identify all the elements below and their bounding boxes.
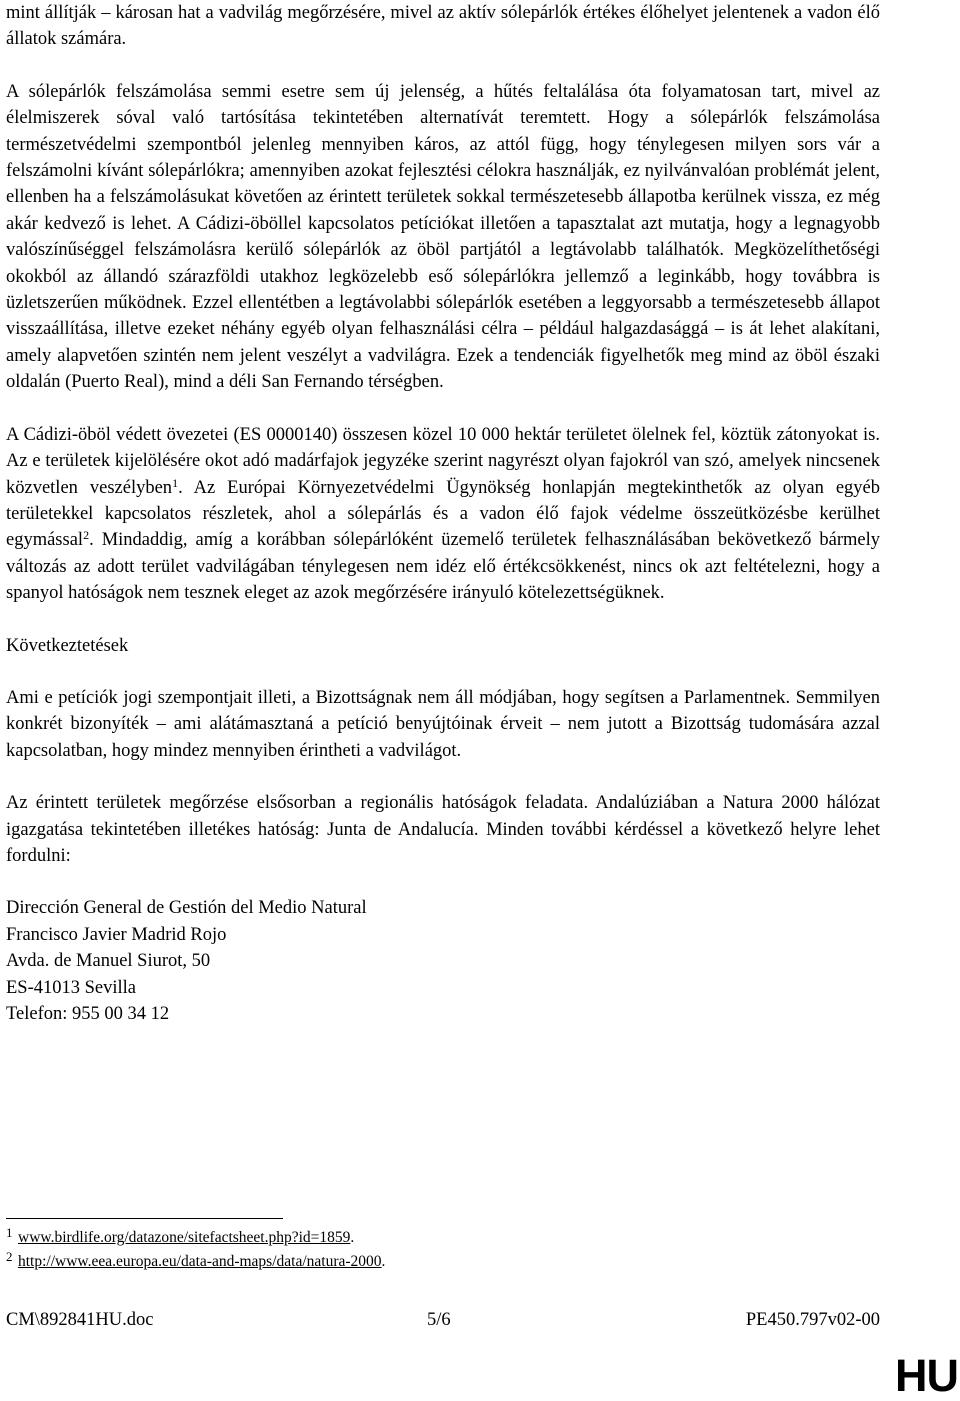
footnote-number: 2 (6, 1249, 13, 1264)
footnote-2 (6, 1250, 880, 1274)
section-heading: Következtetések (6, 635, 129, 656)
footer-doc-id: CM\892841HU.doc (6, 1310, 154, 1330)
footnote-ref-2[interactable]: 2 (83, 528, 90, 543)
footnote-link[interactable]: http://www.eea.europa.eu/data-and-maps/data/natura-2000 (18, 1253, 382, 1270)
contact-address (6, 895, 880, 1027)
address-line: Telefon: 955 00 34 12 (6, 1004, 170, 1024)
address-line: Avda. de Manuel Siurot, 50 (6, 951, 211, 972)
paragraph-text: A Cádizi-öböl védett övezetei (ES 0000140) összesen közel 10 000 hektár területet ölelnek fel, köztük zátonyokat is. Az e területek kijelölésére okot adó madárfajok jegyzéke szerint nagyrészt olyan fajokról van szó, amelyek nincsenek közvetlen veszélyben (6, 424, 880, 498)
address-line: Dirección General de Gestión del Medio Natural (6, 898, 367, 919)
footnote-punct: . (381, 1253, 386, 1270)
paragraph-authorities: Az érintett területek megőrzése elsősorban a regionális hatóságok feladata. Andalúziában a Natura 2000 hálózat igazgatása tekintetében illetékes hatóság: Junta de Andalucía. Minden további kérdéssel a következő helyre lehet fordulni: (6, 793, 880, 866)
address-line: Francisco Javier Madrid Rojo (6, 924, 227, 945)
footnote-1 (6, 1226, 880, 1250)
footnote-divider (6, 1218, 283, 1219)
paragraph-text: . Mindaddig, amíg a korábban sólepárlóként üzemelő területek felhasználásában bekövetkező bármely változás az adott terület vadvilágában ténylegesen nem idéz elő értékcsökkenést, nincs ok azt feltételezni, hogy a spanyol hatóságok nem tesznek eleget az azok megőrzésére irányuló kötelezettségüknek. (6, 530, 880, 604)
document-body (6, 0, 880, 1027)
footnote-number: 1 (6, 1225, 13, 1240)
language-code: HU (895, 1350, 958, 1401)
paragraph-text: . Az Európai Környezetvédelmi Ügynökség honlapján megtekinthetők az olyan egyéb területekkel kapcsolatos részletek, ahol a sólepárlás és a vadon élő fajok védelme összeütközésbe kerülhet egymással (6, 477, 880, 551)
footer-reference: PE450.797v02-00 (745, 1310, 880, 1330)
paragraph-protected-areas (6, 422, 880, 607)
footer-page-number: 5/6 (427, 1310, 451, 1330)
footnotes (6, 1226, 880, 1274)
paragraph-salt-pans: A sólepárlók felszámolása semmi esetre sem új jelenség, a hűtés feltalálása óta folyamatosan tart, mivel az élelmiszerek sóval való tartósítása tekintetében alternatívát teremtett. Hogy a sólepárlók felszámolása természetvédelmi szempontból jelenleg mennyiben káros, az attól függ, hogy ténylegesen milyen sors vár a felszámolni kívánt sólepárlókra; amennyiben azokat fejlesztési célokra használják, ez nyilvánvalóan problémát jelent, ellenben ha a felszámolásukat követően az érintett területek sokkal természetesebb állapotba kerülnek vissza, ez még akár kedvező is lehet. A Cádizi-öböllel kapcsolatos petíciókat illetően a tapasztalat azt mutatja, hogy a legnagyobb valószínűséggel felszámolásra kerülő sólepárlók az öböl partjától a legtávolabb találhatók. Megközelíthetőségi okokból az állandó szárazföldi utakhoz legközelebb eső sólepárlókra jellemző a leginkább, hogy továbbra is üzletszerűen működnek. Ezzel ellentétben a legtávolabbi sólepárlók esetében a leggyorsabb a természetesebb állapot visszaállítása, illetve ezeket néhány egyéb olyan felhasználási célra – például halgazdasággá – is át lehet alakítani, amely alapvetően szintén nem jelent veszélyt a vadvilágra. Ezek a tendenciák figyelhetők meg mind az öböl északi oldalán (Puerto Real), mind a déli San Fernando térségben. (6, 81, 880, 393)
footnote-punct: . (350, 1229, 355, 1246)
paragraph-conclusions: Ami e petíciók jogi szempontjait illeti, a Bizottságnak nem áll módjában, hogy segítsen a Parlamentnek. Semmilyen konkrét bizonyíték – ami alátámasztaná a petíció benyújtóinak érveit – nem jutott a Bizottság tudomására azzal kapcsolatban, hogy mindez mennyiben érintheti a vadvilágot. (6, 687, 880, 761)
address-line: ES-41013 Sevilla (6, 977, 137, 998)
paragraph-continuation: mint állítják – károsan hat a vadvilág megőrzésére, mivel az aktív sólepárlók értékes élőhelyet jelentenek a vadon élő állatok számára. (6, 3, 880, 50)
footnote-ref-1[interactable]: 1 (172, 475, 179, 490)
footnote-link[interactable]: www.birdlife.org/datazone/sitefactsheet.php?id=1859 (18, 1229, 351, 1246)
